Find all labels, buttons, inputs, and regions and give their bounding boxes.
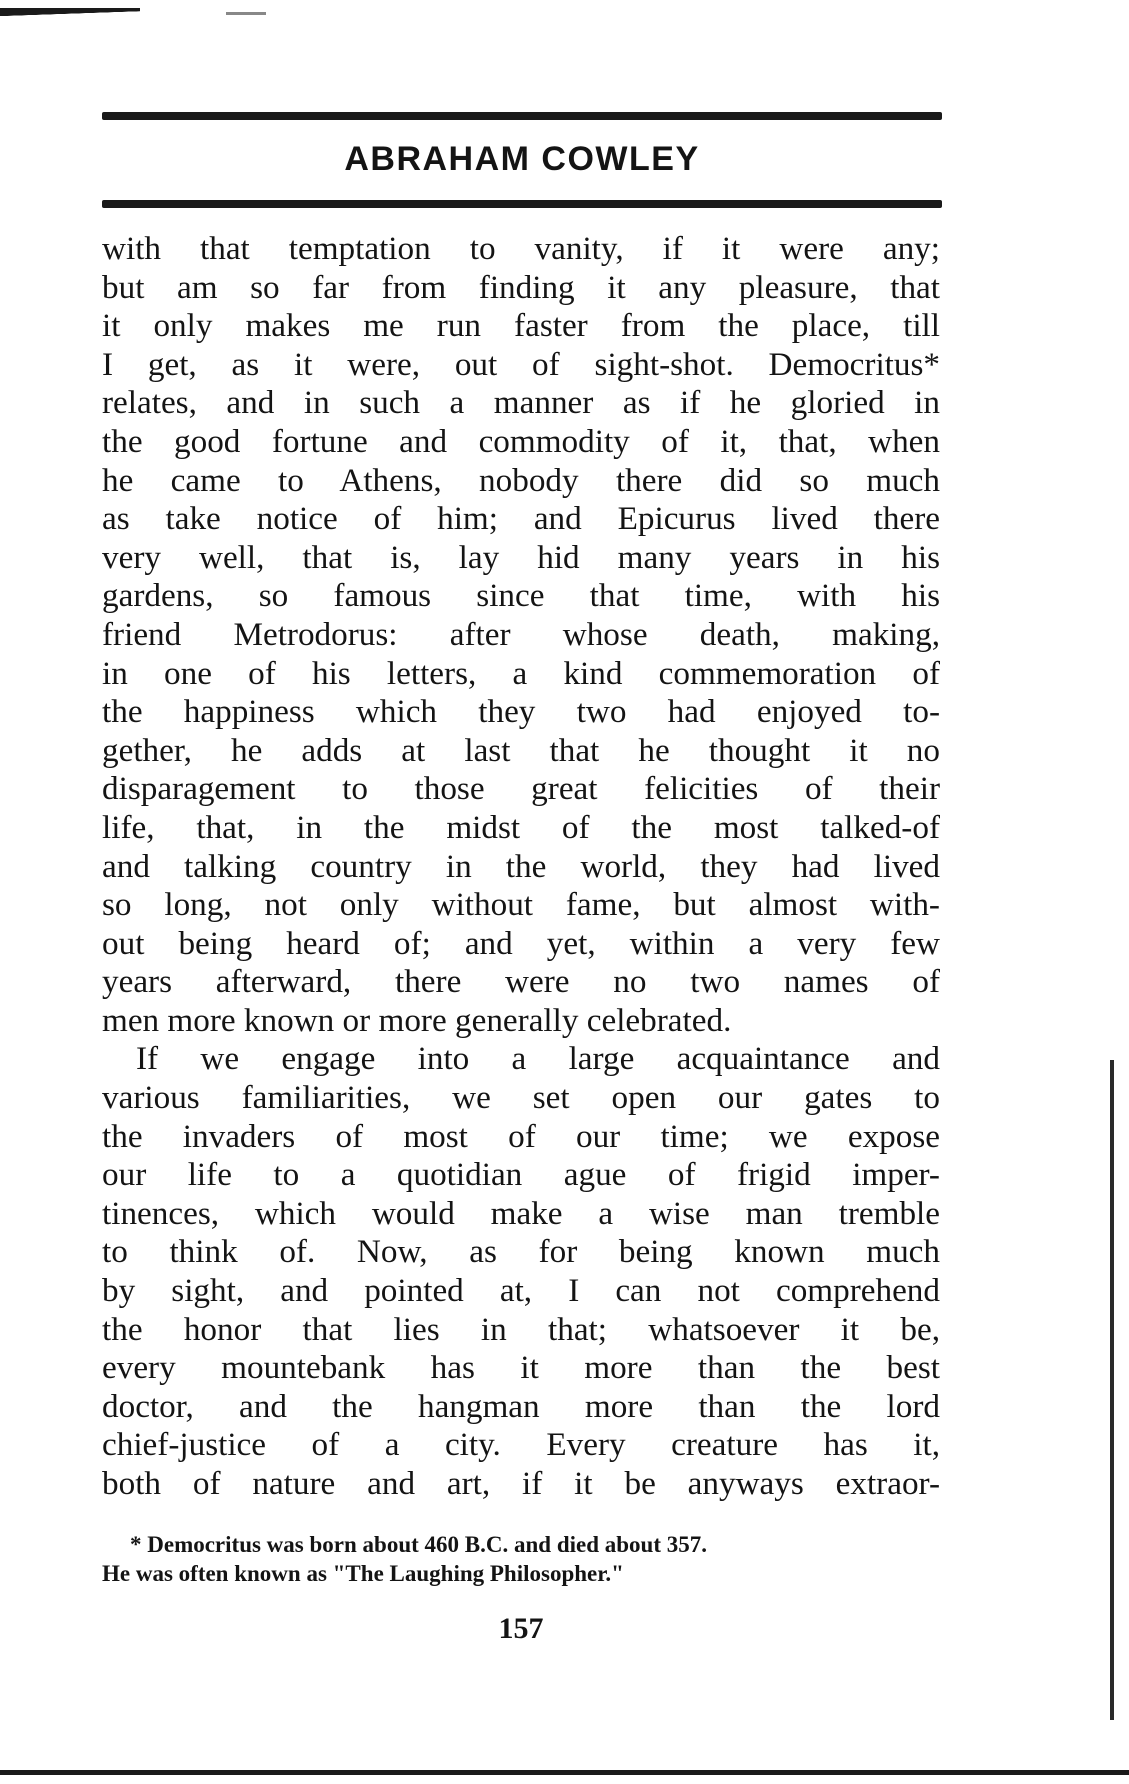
text-line: gardens, so famous since that time, with his — [102, 577, 940, 615]
footnote-line: He was often known as "The Laughing Philosopher." — [102, 1561, 624, 1586]
header-rule-top — [102, 112, 942, 120]
text-line: he came to Athens, nobody there did so much — [102, 461, 940, 499]
text-line: friend Metrodorus: after whose death, making, — [102, 615, 940, 653]
text-line: with that temptation to vanity, if it were any; — [102, 230, 940, 267]
footnote — [102, 1530, 940, 1588]
text-line: our life to a quotidian ague of frigid imper- — [102, 1156, 940, 1194]
text-line: the happiness which they two had enjoyed to- — [102, 693, 940, 731]
text-line: relates, and in such a manner as if he gloried in — [102, 384, 940, 422]
text-line: so long, not only without fame, but almost with- — [102, 886, 940, 924]
text-line: disparagement to those great felicities of their — [102, 770, 940, 808]
text-line: the invaders of most of our time; we expose — [102, 1117, 940, 1155]
text-line: every mountebank has it more than the best — [102, 1349, 940, 1387]
text-line: the honor that lies in that; whatsoever it be, — [102, 1310, 940, 1348]
scan-speck — [226, 12, 266, 15]
text-line: and talking country in the world, they had lived — [102, 847, 940, 885]
text-line: chief-justice of a city. Every creature has it, — [102, 1426, 940, 1464]
text-line: but am so far from finding it any pleasure, that — [102, 268, 940, 306]
text-line: in one of his letters, a kind commemoration of — [102, 654, 940, 692]
scan-margin-bar — [1110, 1060, 1114, 1720]
running-title: ABRAHAM COWLEY — [344, 140, 700, 178]
text-line: If we engage into a large acquaintance and — [136, 1040, 940, 1078]
scan-edge-mark — [0, 8, 140, 26]
text-line: as take notice of him; and Epicurus lived there — [102, 500, 940, 538]
text-line: doctor, and the hangman more than the lord — [102, 1387, 940, 1425]
header-rule-bottom — [102, 200, 942, 208]
text-line: tinences, which would make a wise man tremble — [102, 1194, 940, 1232]
text-line: very well, that is, lay hid many years in his — [102, 538, 940, 576]
text-line: to think of. Now, as for being known much — [102, 1233, 940, 1271]
page-number: 157 — [498, 1612, 544, 1645]
text-line: it only makes me run faster from the place, till — [102, 307, 940, 345]
text-line: gether, he adds at last that he thought it no — [102, 731, 940, 769]
text-line: years afterward, there were no two names of — [102, 963, 940, 1001]
text-line: the good fortune and commodity of it, that, when — [102, 422, 940, 460]
text-line: various familiarities, we set open our gates to — [102, 1079, 940, 1117]
body-text — [102, 230, 940, 1504]
text-line: out being heard of; and yet, within a very few — [102, 924, 940, 962]
text-line: by sight, and pointed at, I can not comprehend — [102, 1272, 940, 1310]
text-line: both of nature and art, if it be anyways extraor- — [102, 1465, 940, 1502]
footnote-line: * Democritus was born about 460 B.C. and died about 357. — [130, 1532, 707, 1557]
scan-bottom-rule — [0, 1770, 1129, 1775]
text-line: life, that, in the midst of the most talked-of — [102, 808, 940, 846]
text-line: men more known or more generally celebrated. — [102, 1001, 732, 1039]
text-line: I get, as it were, out of sight-shot. Democritus* — [102, 345, 940, 383]
